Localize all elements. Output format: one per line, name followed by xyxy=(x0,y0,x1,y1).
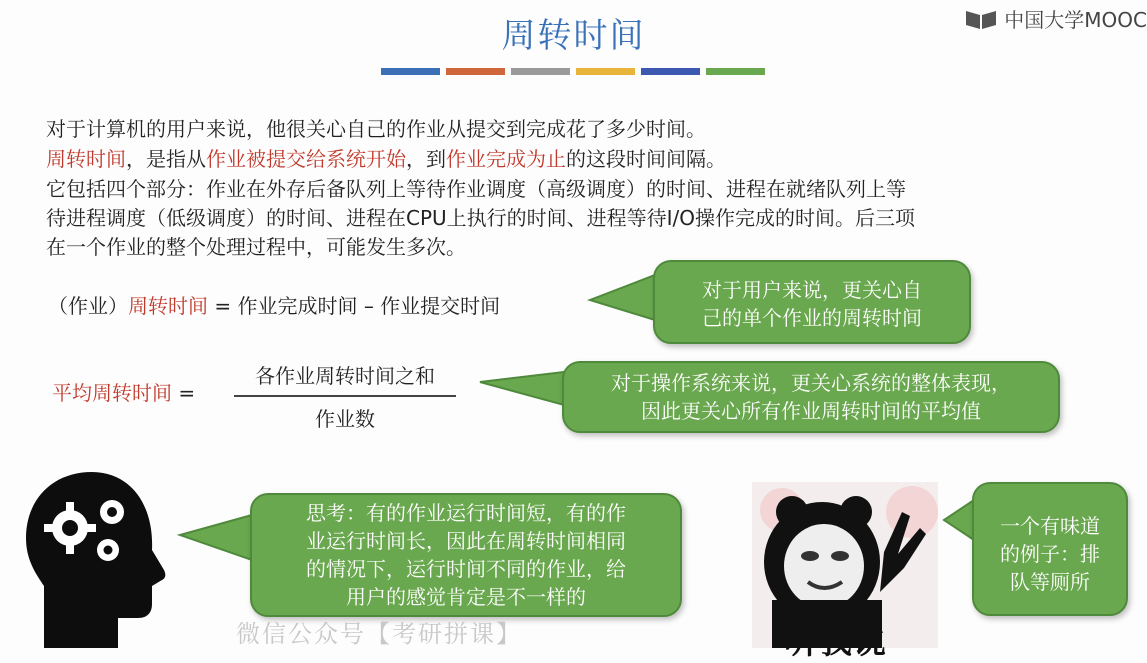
callout-line: 对于用户来说，更关心自 xyxy=(702,278,922,302)
title-stripe-4 xyxy=(576,68,635,75)
formula-prefix: （作业） xyxy=(48,294,128,318)
callout-tail-4 xyxy=(944,500,974,540)
callout-tail-1 xyxy=(590,275,655,320)
callout-line: 一个有味道 xyxy=(1000,514,1100,538)
fraction-bar xyxy=(234,395,456,397)
term-turnaround-time: 周转时间 xyxy=(46,147,126,171)
title-underline-stripes xyxy=(381,68,765,75)
callout-tail-3 xyxy=(180,515,252,560)
average-turnaround-label xyxy=(52,377,195,406)
callout-line: 队等厕所 xyxy=(1010,570,1090,594)
meme-caption: 听我说 xyxy=(784,622,886,662)
callout-example xyxy=(972,482,1128,616)
definition-text: ，到 xyxy=(406,147,446,171)
title-stripe-2 xyxy=(446,68,505,75)
definition-end: 作业完成为止 xyxy=(446,147,566,171)
callout-line: 用户的感觉肯定是不一样的 xyxy=(346,585,586,609)
fraction-denominator: 作业数 xyxy=(315,407,375,431)
title-stripe-3 xyxy=(511,68,570,75)
paragraph-components-line2: 待进程调度（低级调度）的时间、进程在CPU上执行的时间、进程等待I/O操作完成的时间。后三项 xyxy=(46,206,916,230)
head-gears-icon xyxy=(22,468,172,648)
callout-tail-2 xyxy=(480,372,564,405)
average-turnaround-fraction xyxy=(234,360,456,432)
definition-text: 的这段时间间隔。 xyxy=(566,147,726,171)
callout-thinking xyxy=(250,493,682,617)
formula-expression: = 作业完成时间 – 作业提交时间 xyxy=(208,294,501,318)
callout-user-perspective xyxy=(653,260,971,344)
callout-system-perspective xyxy=(562,361,1060,433)
equals-sign: = xyxy=(172,381,196,405)
paragraph-components-line1: 它包括四个部分：作业在外存后备队列上等待作业调度（高级调度）的时间、进程在就绪队列上等 xyxy=(46,177,906,201)
callout-line: 的例子：排 xyxy=(1000,542,1100,566)
callout-line: 对于操作系统来说，更关心系统的整体表现， xyxy=(611,371,1011,395)
title-stripe-6 xyxy=(706,68,765,75)
watermark-text: 微信公众号【考研拼课】 xyxy=(236,620,522,648)
callout-line: 因此更关心所有作业周转时间的平均值 xyxy=(641,399,981,423)
fraction-numerator: 各作业周转时间之和 xyxy=(255,364,435,388)
callout-line: 思考：有的作业运行时间短，有的作 xyxy=(306,501,626,525)
paragraph-user-concern: 对于计算机的用户来说，他很关心自己的作业从提交到完成花了多少时间。 xyxy=(46,117,706,141)
logo-text: 中国大学MOOC xyxy=(1004,8,1147,32)
paragraph-definition xyxy=(46,145,726,173)
definition-text: ，是指从 xyxy=(126,147,206,171)
definition-start: 作业被提交给系统开始 xyxy=(206,147,406,171)
callout-line: 的情况下，运行时间不同的作业，给 xyxy=(306,557,626,581)
turnaround-formula xyxy=(48,290,500,319)
formula-term: 周转时间 xyxy=(128,294,208,318)
average-turnaround-term: 平均周转时间 xyxy=(52,381,172,405)
title-stripe-5 xyxy=(641,68,700,75)
slide-title: 周转时间 xyxy=(501,16,646,56)
callout-line: 业运行时间长，因此在周转时间相同 xyxy=(306,529,626,553)
paragraph-components-line3: 在一个作业的整个处理过程中，可能发生多次。 xyxy=(46,235,466,259)
callout-line: 己的单个作业的周转时间 xyxy=(702,306,922,330)
title-stripe-1 xyxy=(381,68,440,75)
